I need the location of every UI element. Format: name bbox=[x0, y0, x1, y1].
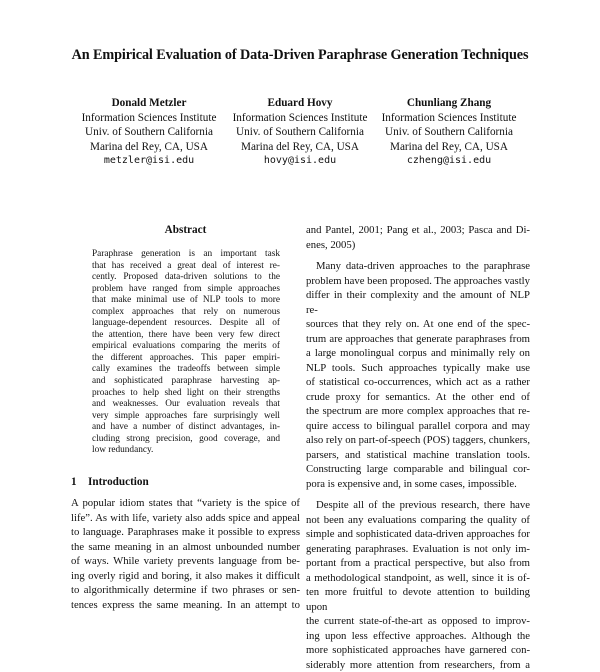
text-line: the spectrum are more complex approaches that re- bbox=[306, 404, 530, 419]
section-heading bbox=[71, 476, 149, 488]
author-university: Univ. of Southern California bbox=[69, 125, 229, 140]
author-institute: Information Sciences Institute bbox=[69, 111, 229, 126]
author-block bbox=[69, 96, 229, 169]
author-location: Marina del Rey, CA, USA bbox=[369, 140, 529, 155]
text-line: the current state-of-the-art as opposed to improv- bbox=[306, 614, 530, 629]
author-email: czheng@isi.edu bbox=[369, 154, 529, 169]
text-line: proaches to help shed light on their strengths bbox=[92, 388, 280, 400]
author-block bbox=[369, 96, 529, 169]
text-line: language-dependent resources. Despite all of bbox=[92, 318, 280, 330]
text-line: portant from a practical perspective, but also from bbox=[306, 556, 530, 571]
right-column-text bbox=[306, 223, 530, 672]
text-line: ten more fruitful to devote attention to building upon bbox=[306, 585, 530, 614]
text-line: the different approaches. This paper empiri- bbox=[92, 353, 280, 365]
text-line: problem have ranged from simple approaches bbox=[92, 284, 280, 296]
text-line: trum are approaches that generate paraphrases from bbox=[306, 332, 530, 347]
text-line: ing upon less effective approaches. Although the bbox=[306, 629, 530, 644]
text-line: Constructing large comparable and bilingual cor- bbox=[306, 462, 530, 477]
text-line: pora is expensive and, in some cases, impossible. bbox=[306, 477, 530, 492]
paper-title: An Empirical Evaluation of Data-Driven Paraphrase Generation Techniques bbox=[0, 47, 600, 64]
text-line: more sophisticated approaches have garnered con- bbox=[306, 643, 530, 658]
text-line: cluding strong precision, good coverage, and bbox=[92, 434, 280, 446]
text-line: not been any evaluations comparing the quality of bbox=[306, 513, 530, 528]
author-institute: Information Sciences Institute bbox=[369, 111, 529, 126]
text-line: and have a number of distinct advantages, in- bbox=[92, 422, 280, 434]
author-location: Marina del Rey, CA, USA bbox=[69, 140, 229, 155]
text-line: to algorithmically determine if two phrases or sen- bbox=[71, 583, 300, 598]
text-line: complex approaches that rely on numerous bbox=[92, 307, 280, 319]
text-line: simple and sophisticated data-driven approaches for bbox=[306, 527, 530, 542]
author-name: Eduard Hovy bbox=[220, 96, 380, 111]
section-number: 1 bbox=[71, 476, 88, 488]
introduction-text bbox=[71, 496, 300, 612]
text-line: tences express the same meaning. In an attempt to bbox=[71, 598, 300, 613]
author-university: Univ. of Southern California bbox=[220, 125, 380, 140]
text-line: that make minimal use of NLP tools to more bbox=[92, 295, 280, 307]
text-line: crude proxy for semantics. At the other end of bbox=[306, 390, 530, 405]
author-name: Chunliang Zhang bbox=[369, 96, 529, 111]
text-line: the attention, there have been very few direct bbox=[92, 330, 280, 342]
text-line: life”. As with life, variety also adds spice and appeal bbox=[71, 511, 300, 526]
text-line: cently. Proposed data-driven solutions to the bbox=[92, 272, 280, 284]
text-line: Paraphrase generation is an important task bbox=[92, 249, 280, 261]
text-line: generating paraphrases. Evaluation is not only im- bbox=[306, 542, 530, 557]
text-line: and weaknesses. Our evaluation reveals that bbox=[92, 399, 280, 411]
text-line: and Pantel, 2001; Pang et al., 2003; Pasca and Di- bbox=[306, 223, 530, 238]
text-line: differ in their complexity and the amount of NLP re- bbox=[306, 288, 530, 317]
text-line: Despite all of the previous research, there have bbox=[306, 498, 530, 513]
text-line: ing overly rigid and boring, it also makes it difficult bbox=[71, 569, 300, 584]
text-line: to language. Paraphrases make it possible to express bbox=[71, 525, 300, 540]
text-line: a methodological standpoint, as well, since it is of- bbox=[306, 571, 530, 586]
text-line: enes, 2005) bbox=[306, 238, 530, 253]
text-line: Many data-driven approaches to the paraphrase bbox=[306, 259, 530, 274]
text-line: NLP tools. Such approaches typically make use bbox=[306, 361, 530, 376]
text-line: very simple approaches fare surprisingly well bbox=[92, 411, 280, 423]
text-line: also rely on part-of-speech (POS) taggers, chunkers, bbox=[306, 433, 530, 448]
text-line: of ways. While variety prevents language from be- bbox=[71, 554, 300, 569]
text-line: the same meaning in an almost unbounded number bbox=[71, 540, 300, 555]
abstract-body bbox=[92, 249, 280, 457]
text-line: parsers, and statistical machine translation tools. bbox=[306, 448, 530, 463]
text-line: that has received a great deal of interest re- bbox=[92, 261, 280, 273]
text-line: problem have been proposed. The approaches vastly bbox=[306, 274, 530, 289]
text-line: siderably more attention from researchers, from a bbox=[306, 658, 530, 672]
author-email: metzler@isi.edu bbox=[69, 154, 229, 169]
author-block bbox=[220, 96, 380, 169]
author-location: Marina del Rey, CA, USA bbox=[220, 140, 380, 155]
section-title: Introduction bbox=[88, 476, 149, 488]
text-line: quire access to bilingual parallel corpora and may bbox=[306, 419, 530, 434]
text-line: A popular idiom states that “variety is the spice of bbox=[71, 496, 300, 511]
text-line: sources that they rely on. At one end of the spec- bbox=[306, 317, 530, 332]
text-line: cally examines the tradeoffs between simple bbox=[92, 364, 280, 376]
author-institute: Information Sciences Institute bbox=[220, 111, 380, 126]
text-line: and sophisticated paraphrase harvesting ap- bbox=[92, 376, 280, 388]
text-line: empirical evaluations comparing the merits of bbox=[92, 341, 280, 353]
abstract-heading: Abstract bbox=[71, 224, 300, 236]
author-email: hovy@isi.edu bbox=[220, 154, 380, 169]
text-line: low redundancy. bbox=[92, 445, 280, 457]
text-line: of statistical co-occurrences, which act as a rather bbox=[306, 375, 530, 390]
text-line: a large monolingual corpus and minimally rely on bbox=[306, 346, 530, 361]
author-name: Donald Metzler bbox=[69, 96, 229, 111]
author-university: Univ. of Southern California bbox=[369, 125, 529, 140]
